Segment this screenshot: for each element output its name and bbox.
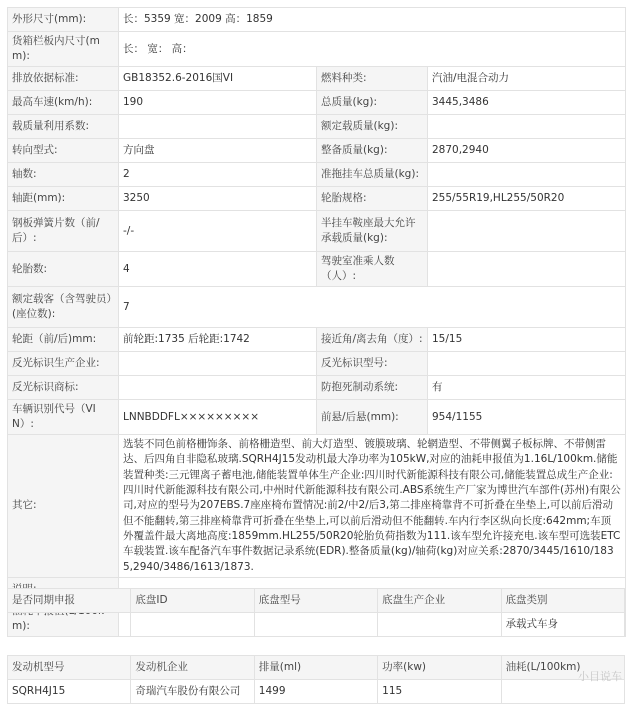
chassis-header-row	[8, 589, 625, 613]
spec-row	[8, 139, 626, 163]
spec-value: 15/15	[428, 328, 626, 352]
spec-label: m):	[8, 602, 119, 637]
spec-value: 有	[428, 376, 626, 400]
spec-value: LNNBDDFL×××××××××	[119, 400, 317, 435]
engine-cell: 奇瑞汽车股份有限公司	[131, 680, 254, 704]
chassis-cell	[8, 613, 131, 637]
spec-value: 954/1155	[428, 400, 626, 435]
spec-label: 车辆识别代号（VIN）:	[8, 400, 119, 435]
spec-row	[8, 163, 626, 187]
spec-row	[8, 400, 626, 435]
spec-row	[8, 67, 626, 91]
chassis-cell	[378, 613, 501, 637]
engine-cell: 1499	[254, 680, 377, 704]
spec-value	[119, 376, 317, 400]
spec-label: 额定载质量(kg):	[317, 115, 428, 139]
spec-label: 反光标识生产企业:	[8, 352, 119, 376]
spec-value: 3250	[119, 187, 317, 211]
spec-label: 半挂车鞍座最大允许承载质量(kg):	[317, 211, 428, 252]
spec-label: 额定载客（含驾驶员）(座位数):	[8, 287, 119, 328]
spec-value: 长： 宽： 高：	[119, 32, 626, 67]
spec-row	[8, 252, 626, 287]
chassis-header-cell: 底盘型号	[254, 589, 377, 613]
spec-value	[428, 163, 626, 187]
spec-value: 2870,2940	[428, 139, 626, 163]
spec-label: 总质量(kg):	[317, 91, 428, 115]
chassis-cell: 承载式车身	[501, 613, 624, 637]
engine-header-cell: 发动机企业	[131, 656, 254, 680]
chassis-header-cell: 底盘生产企业	[378, 589, 501, 613]
spec-value: 前轮距:1735 后轮距:1742	[119, 328, 317, 352]
spec-value	[428, 211, 626, 252]
spec-label: 外形尺寸(mm):	[8, 8, 119, 32]
spec-value: 7	[119, 287, 626, 328]
spec-value	[119, 115, 317, 139]
spec-label: 驾驶室准乘人数（人）:	[317, 252, 428, 287]
engine-header-cell: 油耗(L/100km)	[501, 656, 624, 680]
chassis-data-row	[8, 613, 625, 637]
spec-row	[8, 91, 626, 115]
spec-value: -/-	[119, 211, 317, 252]
spec-label: 最高车速(km/h):	[8, 91, 119, 115]
spec-value: 4	[119, 252, 317, 287]
engine-data-row	[8, 680, 625, 704]
chassis-cell	[254, 613, 377, 637]
spec-label: 轴数:	[8, 163, 119, 187]
engine-cell: SQRH4J15	[8, 680, 131, 704]
chassis-header-cell: 底盘类别	[501, 589, 624, 613]
spec-label: 转向型式:	[8, 139, 119, 163]
spec-value	[428, 115, 626, 139]
spec-row	[8, 287, 626, 328]
chassis-header-cell: 是否同期申报	[8, 589, 131, 613]
spec-value: 2	[119, 163, 317, 187]
spec-value: 190	[119, 91, 317, 115]
spec-row	[8, 32, 626, 67]
spec-value: 长：5359 宽：2009 高：1859	[119, 8, 626, 32]
spec-row	[8, 115, 626, 139]
spec-label: 准拖挂车总质量(kg):	[317, 163, 428, 187]
spec-value: 选装不同色前格栅饰条、前格栅造型、前大灯造型、镀膜玻璃、轮辋造型、不带侧翼子板标牌、不带侧雷达、后四角自非隐私玻璃.SQRH4J15发动机最大净功率为105kW,对应的油耗申报值为1.16L/100km.储能装置种类:三元锂离子蓄电池,储能装置单体生产企业:四川时代新能源科技有限公司,储能装置总成生产企业:四川时代新能源科技有限公司,中州时代新能源科技有限公司.ABS系统生产厂家为博世汽车部件(苏州)有限公司,对应的型号为207EBS.7座座椅布置情况:前2/中2/后3,第二排座椅靠背不可折叠在坐垫上,可以前后滑动但不能翻转,第三排座椅靠背可折叠在坐垫上,可以前后滑动但不能翻转.车内行李区纵向长度:642mm;车顶外覆盖件最大离地高度:1859mm.HL255/50R20轮胎负荷指数为111.该车型允许接充电.该车型可选装ETC车载装置.该车配备汽车事件数据记录系统(EDR).整备质量(kg)/轴荷(kg)对应关系:2870/3445/1610/1835,2940/3486/1613/1873.	[119, 435, 626, 578]
spec-value: 255/55R19,HL255/50R20	[428, 187, 626, 211]
spec-value: GB18352.6-2016国VI	[119, 67, 317, 91]
spec-label: 其它:	[8, 435, 119, 578]
watermark: 小目说车	[578, 670, 622, 683]
spec-label: 反光标识商标:	[8, 376, 119, 400]
spec-row	[8, 376, 626, 400]
spec-row	[8, 352, 626, 376]
spec-label: 载质量利用系数:	[8, 115, 119, 139]
spec-row	[8, 435, 626, 578]
spec-value: 3445,3486	[428, 91, 626, 115]
engine-cell: 115	[378, 680, 501, 704]
spec-value: 方向盘	[119, 139, 317, 163]
engine-table	[7, 655, 625, 704]
spec-value	[428, 352, 626, 376]
spec-row	[8, 211, 626, 252]
spec-label: 轮胎数:	[8, 252, 119, 287]
spec-label: 钢板弹簧片数（前/后）:	[8, 211, 119, 252]
spec-label: 轴距(mm):	[8, 187, 119, 211]
vehicle-spec-table	[7, 7, 626, 637]
spec-value	[119, 352, 317, 376]
engine-header-cell: 排量(ml)	[254, 656, 377, 680]
spec-label: 整备质量(kg):	[317, 139, 428, 163]
spec-row	[8, 328, 626, 352]
chassis-cell	[131, 613, 254, 637]
chassis-table	[7, 588, 625, 637]
spec-label: 排放依据标准:	[8, 67, 119, 91]
engine-header-cell: 发动机型号	[8, 656, 131, 680]
engine-header-cell: 功率(kw)	[378, 656, 501, 680]
engine-header-row	[8, 656, 625, 680]
spec-value: 汽油/电混合动力	[428, 67, 626, 91]
spec-label: 防抱死制动系统:	[317, 376, 428, 400]
spec-label: 接近角/离去角（度）:	[317, 328, 428, 352]
spec-label: 前悬/后悬(mm):	[317, 400, 428, 435]
spec-value	[428, 252, 626, 287]
spec-label: 轮胎规格:	[317, 187, 428, 211]
spec-label: 货箱栏板内尺寸(mm):	[8, 32, 119, 67]
spec-label: 反光标识型号:	[317, 352, 428, 376]
chassis-header-cell: 底盘ID	[131, 589, 254, 613]
spec-row	[8, 8, 626, 32]
spec-label: 燃料种类:	[317, 67, 428, 91]
spec-label: 轮距（前/后)mm:	[8, 328, 119, 352]
spec-row	[8, 187, 626, 211]
